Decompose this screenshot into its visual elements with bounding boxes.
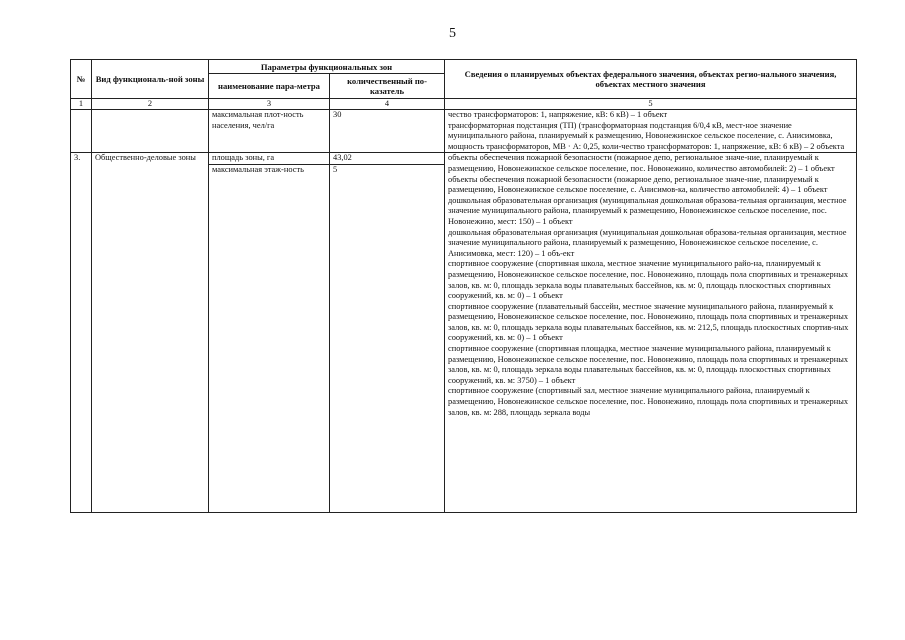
param-value-cell: [330, 110, 445, 153]
table-row: [71, 153, 857, 513]
object-entry: дошкольная образовательная организация (муниципальная дошкольная образова-тельная организация, местное значение муниципального района, планируемый к размещению, Новонежинское сельское поселение, с. Анисимовка, мест: 120) – 1 объ-ект: [448, 227, 847, 258]
param-name-cell: [209, 153, 330, 513]
header-zone-type: Вид функциональ-ной зоны: [92, 60, 209, 99]
object-entry: объекты обеспечения пожарной безопасности (пожарное депо, региональное значе-ние, планируемый к размещению, Новонежинское сельское поселение, пос. Новонежино, количество автомобилей: 2) – 1 объект: [448, 153, 835, 173]
table-row: [71, 110, 857, 153]
header-params-group: Параметры функциональных зон: [209, 60, 445, 74]
object-entry: трансформаторная подстанция (ТП) (трансформаторная подстанция 6/0,4 кВ, мест-ное значение муниципального района, планируемый к размещению, Новонежинское сельское поселение, с. Анисимовка, мощность трансформаторов, МВ · А: 0,25, коли-чество трансформаторов: 1, напряжение, кВ: 6 кВ) – 2 объекта: [448, 120, 845, 151]
column-number: 4: [330, 99, 445, 110]
header-param-value: количественный по-казатель: [330, 74, 445, 99]
param-name: максимальная плот-ность населения, чел/га: [212, 110, 304, 130]
object-entry: объекты обеспечения пожарной безопасности (пожарное депо, региональное значе-ние, планируемый к размещению, Новонежинское сельское поселение, с. Анисимов-ка, количество автомобилей: 4) – 1 объект: [448, 174, 828, 195]
param-name-cell: [209, 110, 330, 153]
objects-cell: [445, 153, 857, 513]
column-number: 5: [445, 99, 857, 110]
column-number-row: [71, 99, 857, 110]
object-entry: спортивное сооружение (спортивный зал, местное значение муниципального района, планируемый к размещению, Новонежинское сельское поселение, пос. Новонежино, площадь пола спортивных и тренажерных залов, кв. м: 288, площадь зеркала воды: [448, 386, 849, 417]
header-num: №: [71, 60, 92, 99]
column-number: 2: [92, 99, 209, 110]
param-value: 5: [333, 164, 338, 174]
param-value: 30: [333, 110, 342, 119]
row-number: [71, 110, 92, 153]
param-name: площадь зоны, га: [209, 153, 329, 165]
object-entry: чество трансформаторов: 1, напряжение, кВ: 6 кВ) – 1 объект: [448, 110, 668, 119]
header-objects: Сведения о планируемых объектах федерального значения, объектах регио-нального значения, объектах местного значения: [445, 60, 857, 99]
column-number: 3: [209, 99, 330, 110]
column-number: 1: [71, 99, 92, 110]
row-number: 3.: [71, 153, 92, 513]
header-row-top: [71, 60, 857, 74]
object-entry: спортивное сооружение (плавательный бассейн, местное значение муниципального района, планируемый к размещению, Новонежинское сельское поселение, пос. Новонежино, площадь пола спортивных и тренажерных залов, кв. м: 0, площадь зеркала воды плавательных бассейнов, кв. м: 212,5, площадь плоскостных спортив-ных сооружений, кв. м: 0) – 1 объект: [448, 301, 849, 343]
zone-type-cell: [92, 110, 209, 153]
param-name: максимальная этаж-ность: [212, 164, 304, 174]
object-entry: спортивное сооружение (спортивная площадка, местное значение муниципального района, планируемый к размещению, Новонежинское сельское поселение, пос. Новонежино, площадь пола спортивных и тренажерных залов, кв. м: 0, площадь зеркала воды плавательных бассейнов, кв. м: 0, площадь плоскостных спортивных сооружений, кв. м: 3750) – 1 объект: [448, 344, 849, 385]
objects-cell: [445, 110, 857, 153]
page-number: 5: [449, 26, 456, 41]
param-value-cell: [330, 153, 445, 513]
functional-zones-table: [70, 59, 857, 513]
param-value: 43,02: [330, 153, 444, 165]
object-entry: спортивное сооружение (спортивная школа, местное значение муниципального райо-на, планируемый к размещению, Новонежинское сельское поселение, пос. Новонежино, площадь пола спортивных и тренажерных залов, кв. м: 0, площадь зеркала воды плавательных бассейнов, кв. м: 0, площадь плоскостных спортивных сооружений, кв. м: 0) – 1 объект: [448, 259, 849, 301]
header-param-name: наименование пара-метра: [209, 74, 330, 99]
object-entry: дошкольная образовательная организация (муниципальная дошкольная образова-тельная организация, местное значение муниципального района, планируемый к размещению, Новонежинское сельское поселение, пос. Новонежино, мест: 150) – 1 объект: [448, 195, 847, 226]
objects-cell-content: [448, 153, 853, 512]
zone-type-cell: Общественно-деловые зоны: [92, 153, 209, 513]
